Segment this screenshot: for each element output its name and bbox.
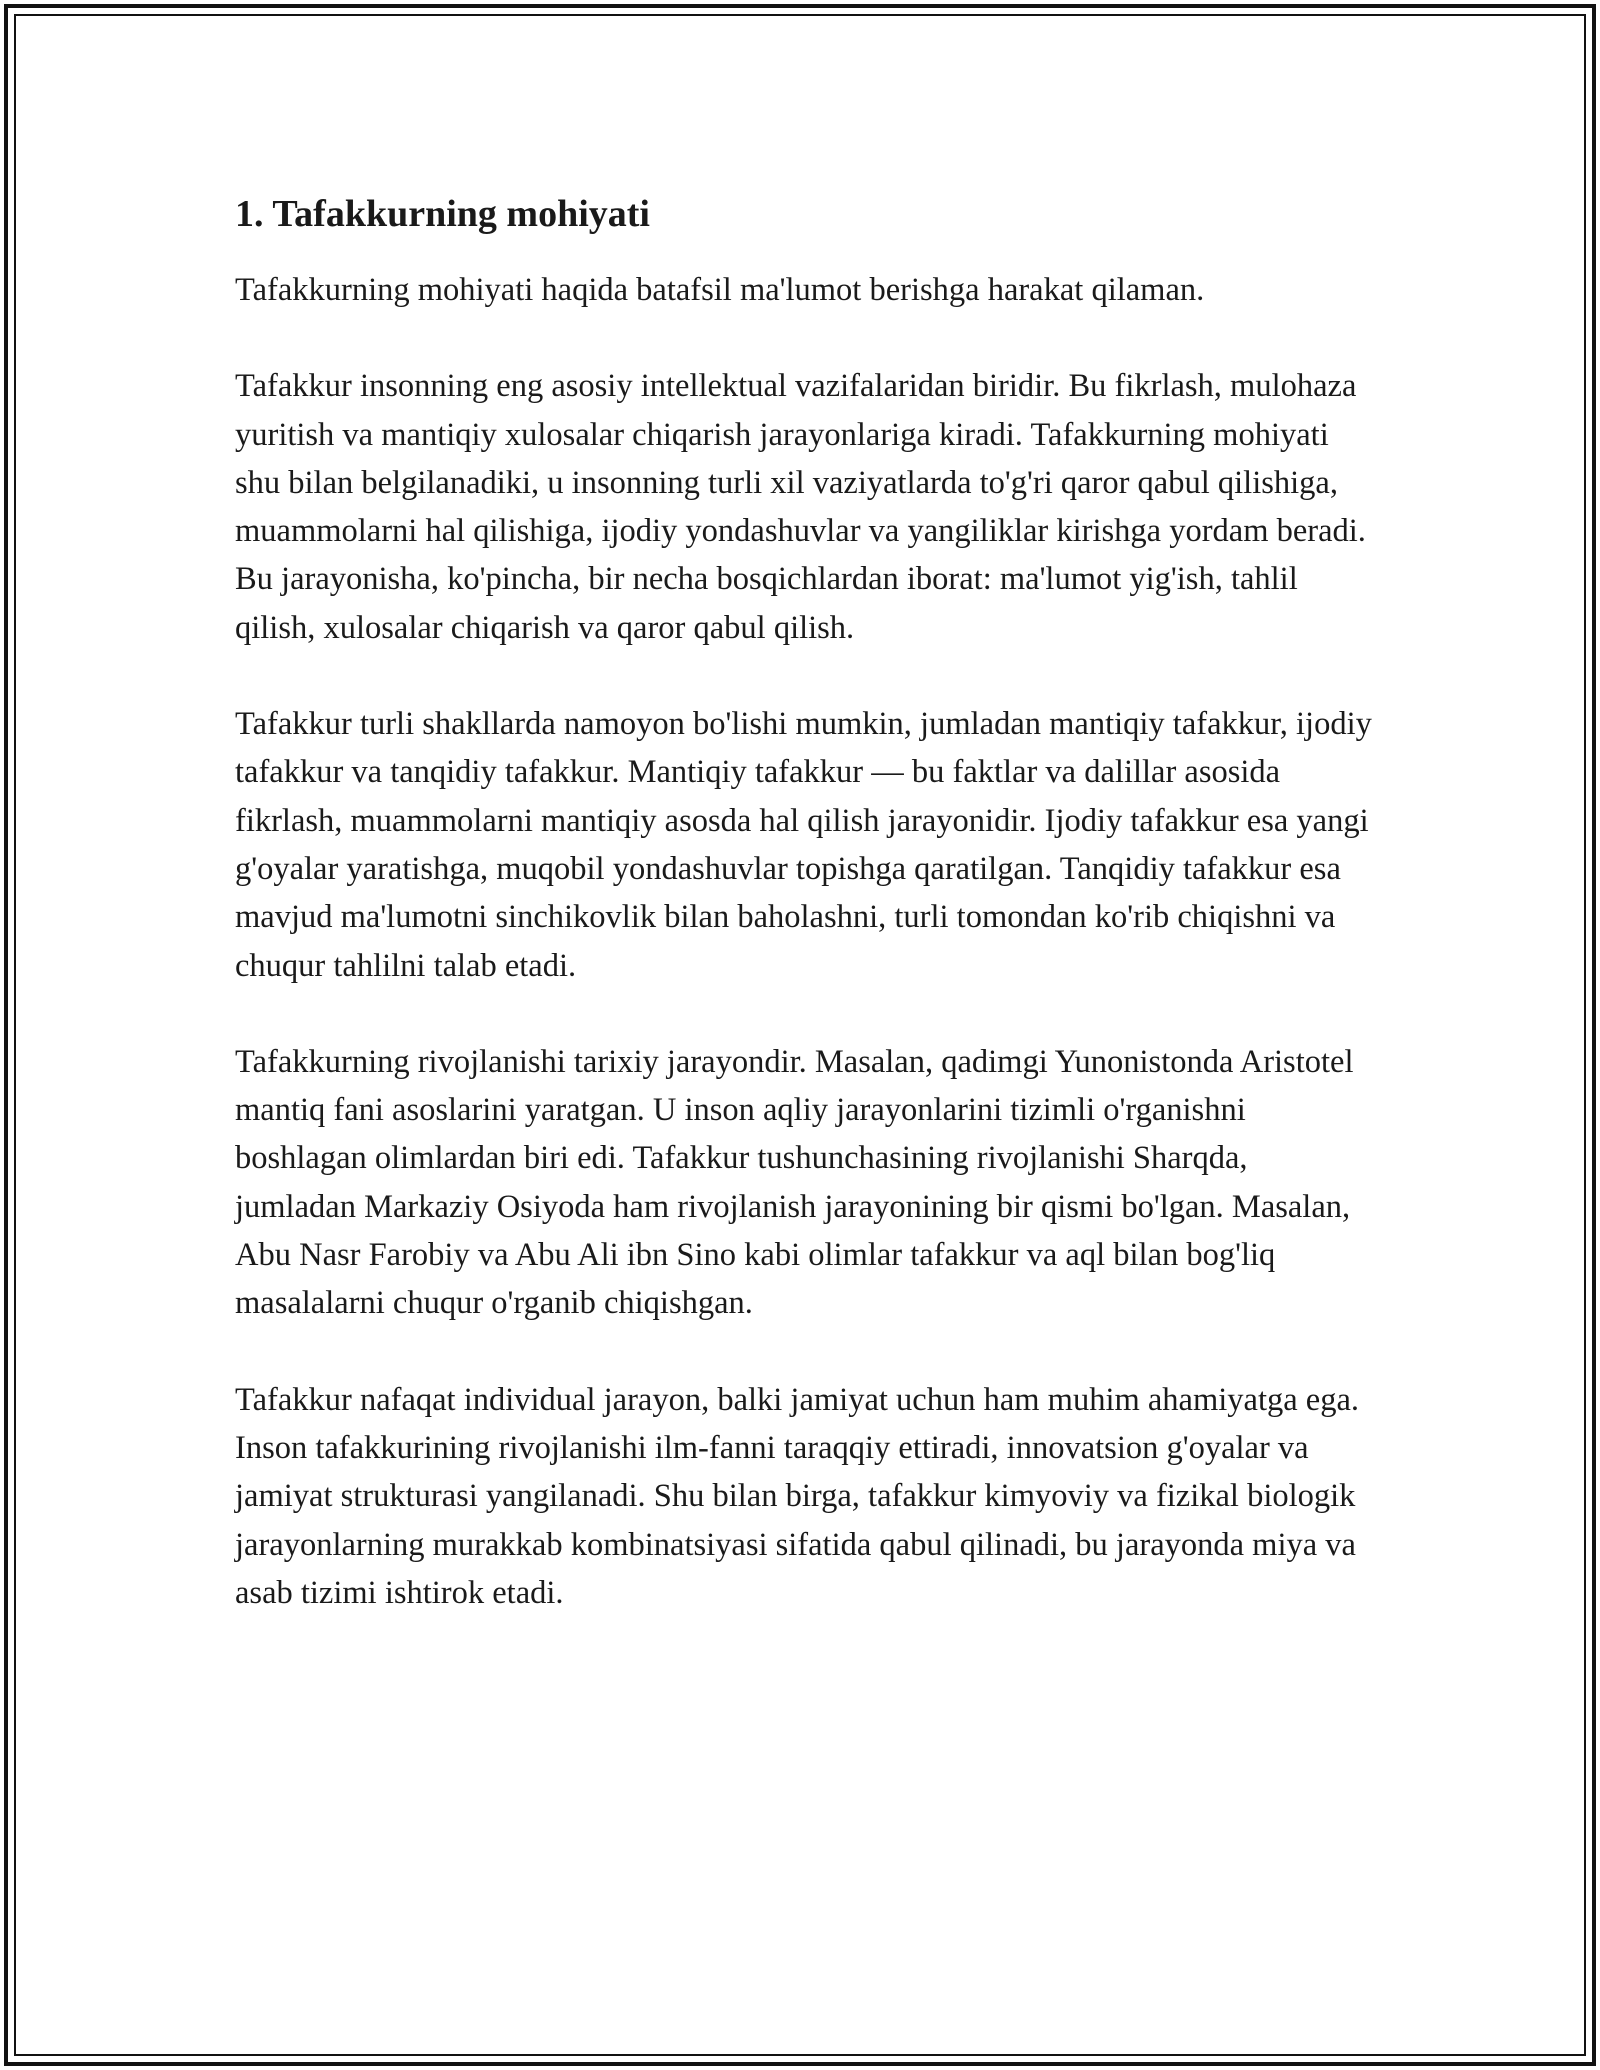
paragraph-intro: Tafakkurning mohiyati haqida batafsil ma'lumot berishga harakat qilaman.: [235, 272, 1205, 308]
paragraph-forms: Tafakkur turli shakllarda namoyon bo'lishi mumkin, jumladan mantiqiy tafakkur, ijodiy tafakkur va tanqidiy tafakkur. Mantiqiy tafakkur — bu faktlar va dalillar asosida fikrlash, muammolarni mantiqiy asosda hal qilish jarayonidir. Ijodiy tafakkur esa yangi g'oyalar yaratishga, muqobil yondashuvlar topishga qaratilgan. Tanqidiy tafakkur esa mavjud ma'lumotni sinchikovlik bilan baholashni, turli tomondan ko'rib chiqishni va chuqur tahlilni talab etadi.: [235, 706, 1372, 984]
paragraph-history: Tafakkurning rivojlanishi tarixiy jarayondir. Masalan, qadimgi Yunonistonda Aristotel mantiq fani asoslarini yaratgan. U inson aqliy jarayonlarini tizimli o'rganishni boshlagan olimlardan biri edi. Tafakkur tushunchasining rivojlanishi Sharqda, jumladan Markaziy Osiyoda ham rivojlanish jarayonining bir qismi bo'lgan. Masalan, Abu Nasr Farobiy va Abu Ali ibn Sino kabi olimlar tafakkur va aql bilan bog'liq masalalarni chuqur o'rganib chiqishgan.: [235, 1043, 1354, 1322]
paragraph-definition: Tafakkur insonning eng asosiy intellektual vazifalaridan biridir. Bu fikrlash, mulohaza yuritish va mantiqiy xulosalar chiqarish jarayonlariga kiradi. Tafakkurning mohiyati shu bilan belgilanadiki, u insonning turli xil vaziyatlarda to'g'ri qaror qabul qilishiga, muammolarni hal qilishiga, ijodiy yondashuvlar va yangiliklar kirishga yordam beradi. Bu jarayonisha, ko'pincha, bir necha bosqichlardan iborat: ma'lumot yig'ish, tahlil qilish, xulosalar chiqarish va qaror qabul qilish.: [235, 368, 1366, 646]
document-body: [235, 186, 1375, 1665]
paragraph-society: Tafakkur nafaqat individual jarayon, balki jamiyat uchun ham muhim ahamiyatga ega. Inson tafakkurining rivojlanishi ilm-fanni taraqqiy ettiradi, innovatsion g'oyalar va jamiyat strukturasi yangilanadi. Shu bilan birga, tafakkur kimyoviy va fizikal biologik jarayonlarning murakkab kombinatsiyasi sifatida qabul qilinadi, bu jarayonda miya va asab tizimi ishtirok etadi.: [235, 1381, 1360, 1611]
page-title: 1. Tafakkurning mohiyati: [235, 193, 650, 235]
